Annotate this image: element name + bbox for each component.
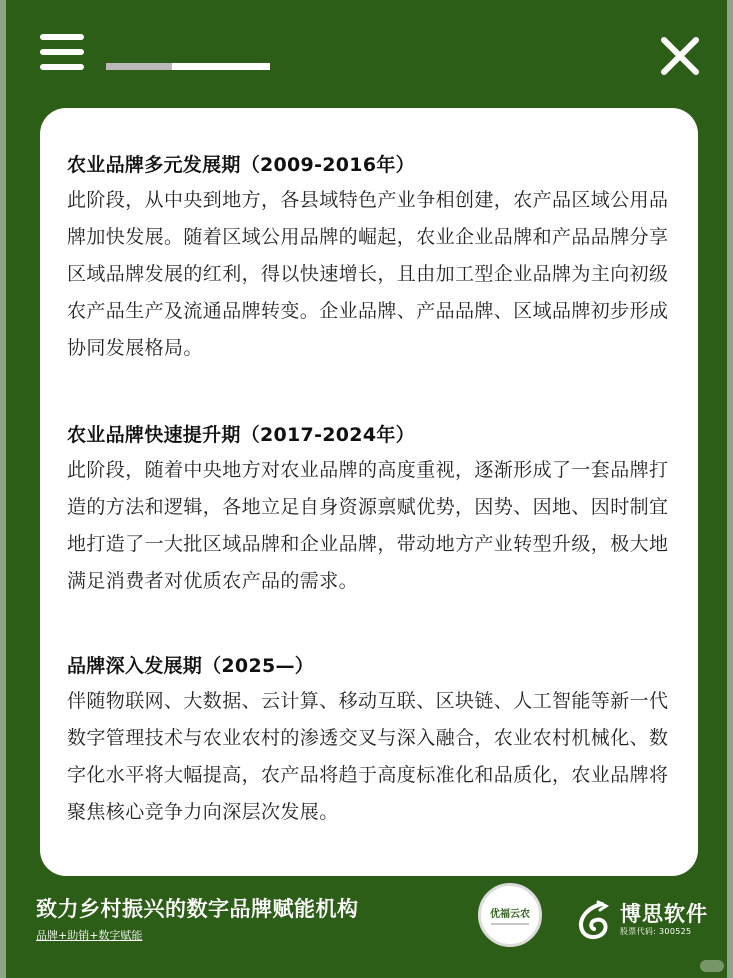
left-edge <box>0 0 6 978</box>
brand-logo-block <box>572 896 708 944</box>
section-deep-development-period <box>67 653 677 831</box>
badge-divider <box>491 923 529 925</box>
badge-text: 优福云农 <box>490 909 530 920</box>
footer-slogan: 致力乡村振兴的数字品牌赋能机构 <box>36 897 359 921</box>
stock-code: 股票代码: 300525 <box>620 927 692 936</box>
right-edge <box>727 0 733 978</box>
progress-bar-fill <box>106 63 172 70</box>
content-card <box>40 108 698 876</box>
section-body: 伴随物联网、大数据、云计算、移动互联、区块链、人工智能等新一代数字管理技术与农业农村的渗透交叉与深入融合，农业农村机械化、数字化水平将大幅提高，农产品将趋于高度标准化和品质化，农业品牌将聚焦核心竞争力向深层次发展。 <box>67 690 669 823</box>
section-title: 农业品牌快速提升期（2017-2024年） <box>67 424 415 446</box>
section-body: 此阶段，从中央到地方，各县域特色产业争相创建，农产品区域公用品牌加快发展。随着区域公用品牌的崛起，农业企业品牌和产品品牌分享区域品牌发展的红利，得以快速增长，且由加工型企业品牌为主向初级农产品生产及流通品牌转变。企业品牌、产品品牌、区域品牌初步形成协同发展格局。 <box>67 189 669 359</box>
section-body: 此阶段，随着中央地方对农业品牌的高度重视，逐渐形成了一套品牌打造的方法和逻辑，各地立足自身资源禀赋优势，因势、因地、因时制宜地打造了一大批区域品牌和企业品牌，带动地方产业转型升级，极大地满足消费者对优质农产品的需求。 <box>67 459 669 592</box>
section-title: 品牌深入发展期（2025—） <box>67 655 315 677</box>
progress-bar <box>106 63 270 70</box>
watermark <box>700 960 724 972</box>
close-icon[interactable] <box>660 36 700 76</box>
section-diversified-period <box>67 152 677 367</box>
section-title: 农业品牌多元发展期（2009-2016年） <box>67 154 415 176</box>
bosi-logo-icon <box>572 898 616 942</box>
footer-subslogan[interactable]: 品牌+助销+数字赋能 <box>36 929 143 942</box>
brand-name: 博思软件 <box>620 902 708 926</box>
hamburger-menu-icon[interactable] <box>40 34 84 70</box>
youfu-yunnong-badge <box>478 883 542 947</box>
section-rapid-growth-period <box>67 422 677 600</box>
